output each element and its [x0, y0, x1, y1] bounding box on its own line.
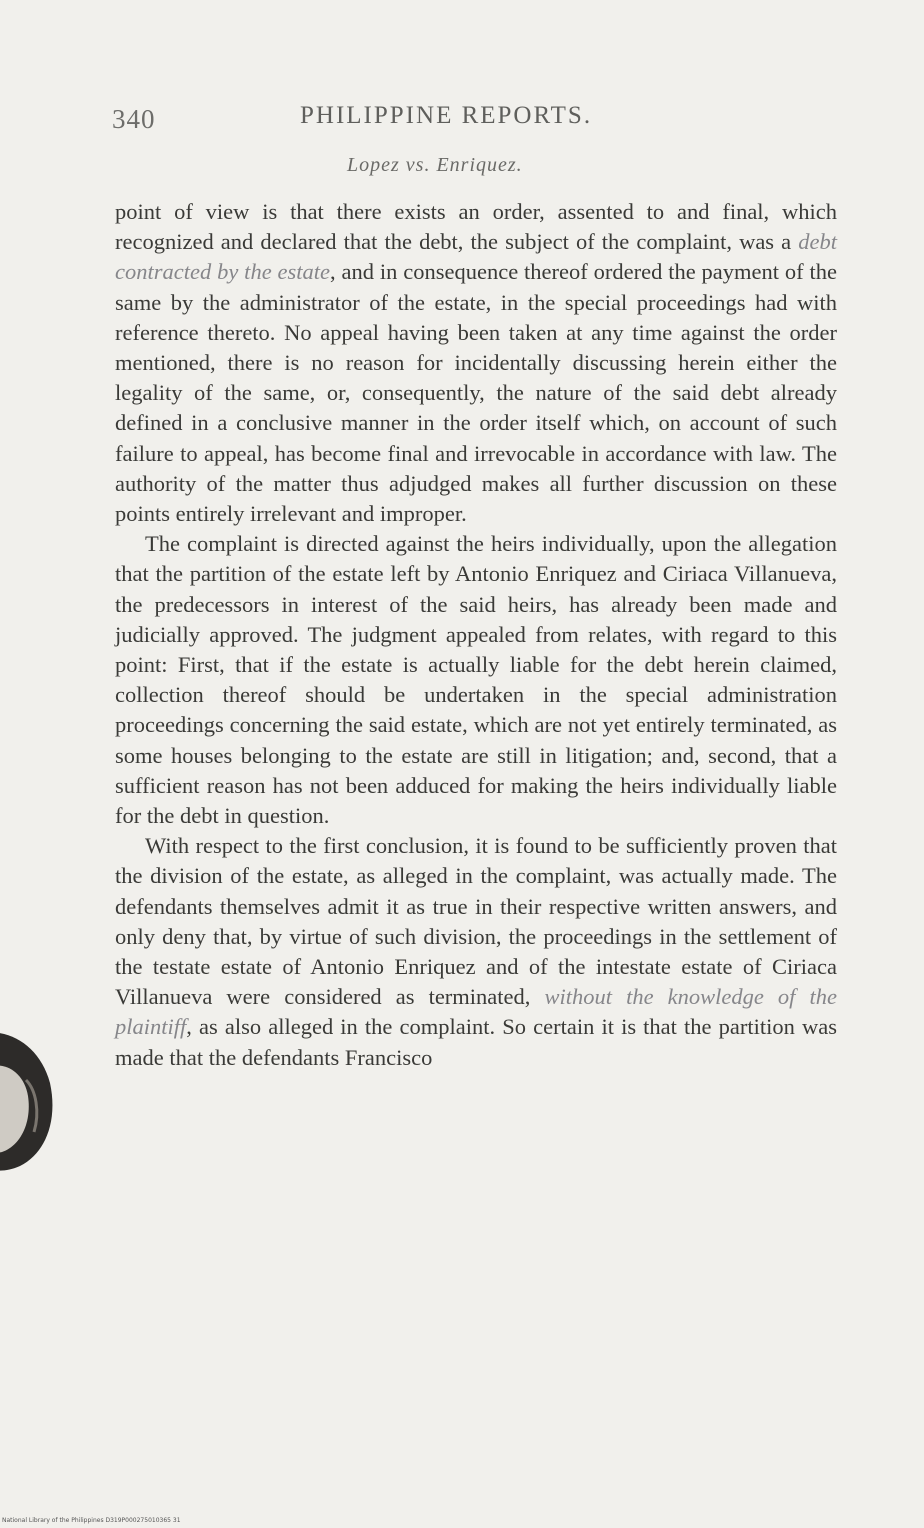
paragraph-1-text-a: point of view is that there exists an order, assented to and final, which recognized and declared that the debt, the subject of the complaint, was a [115, 199, 837, 255]
paragraph-2: The complaint is directed against the heirs individually, upon the allegation that the partition of the estate left by Antonio Enriquez and Ciriaca Villanueva, the predecessors in interest of the said heirs, has already been made and judicially approved. The judgment appealed from relates, with regard to this point: First, that if the estate is actually liable for the debt herein claimed, collection thereof should be undertaken in the special administration proceedings concerning the said estate, which are not yet entirely terminated, as some houses belonging to the estate are still in litigation; and, second, that a sufficient reason has not been adduced for making the heirs individually liable for the debt in question. [115, 531, 837, 829]
paragraph-3-text-a: With respect to the first conclusion, it is found to be sufficiently proven that the division of the estate, as alleged in the complaint, was actually made. The defendants themselves admit it as true in their respective written answers, and only deny that, by virtue of such division, the proceedings in the settlement of the testate estate of Antonio Enriquez and of the intestate estate of Ciriaca Villanueva were considered as terminated, [115, 833, 837, 1010]
body-text [115, 197, 837, 1073]
paragraph-1-italic: debt contracted by the estate [115, 229, 837, 285]
paragraph-3-italic: without the knowledge of the plaintiff [115, 984, 837, 1040]
paragraph-1 [115, 197, 837, 529]
page-number: 340 [112, 104, 156, 134]
scan-footer-note: National Library of the Philippines D319P000275010365 31 [2, 1517, 181, 1524]
paragraph-3 [115, 831, 837, 1073]
case-title: Lopez vs. Enriquez. [347, 154, 523, 176]
scan-thumb-shadow [0, 1028, 70, 1173]
paragraph-3-text-b: , as also alleged in the complaint. So certain it is that the partition was made that the defendants Francisco [115, 1014, 837, 1070]
running-head: PHILIPPINE REPORTS. [300, 102, 593, 129]
paragraph-1-text-b: , and in consequence thereof ordered the payment of the same by the administrator of the estate, in the special proceedings had with reference thereto. No appeal having been taken at any time against the order mentioned, there is no reason for incidentally discussing herein either the legality of the same, or, consequently, the nature of the said debt already defined in a conclusive manner in the order itself which, on account of such failure to appeal, has become final and irrevocable in accordance with law. The authority of the matter thus adjudged makes all further discussion on these points entirely irrelevant and improper. [115, 259, 837, 527]
